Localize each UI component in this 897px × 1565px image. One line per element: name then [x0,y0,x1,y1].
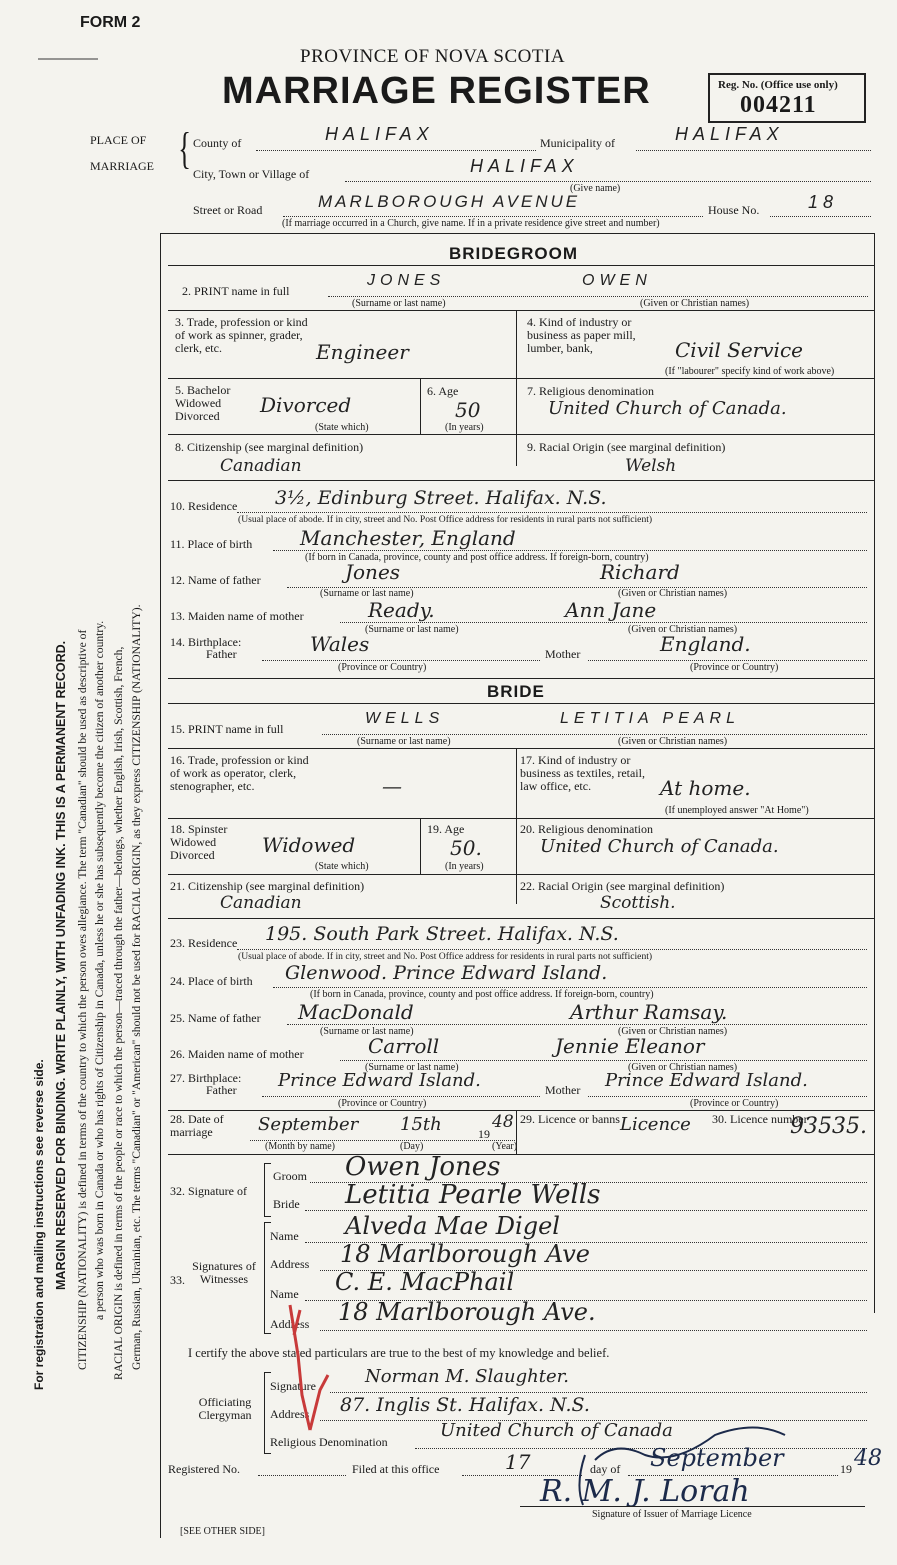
groom-residence: 3½, Edinburg Street. Halifax. N.S. [275,487,607,509]
birth-caption: (If born in Canada, province, county and post office address. If foreign-born, country) [305,552,649,563]
street-label: Street or Road [193,203,263,217]
f24-line [273,987,867,988]
bride-mother-birthplace: Prince Edward Island. [605,1070,808,1091]
clergy-sig-line [330,1392,867,1393]
clergy-address-label: Address [270,1407,310,1421]
f22-label: 22. Racial Origin (see marginal definition) [520,879,725,893]
filed-month: September [650,1444,784,1472]
marriage-month: September [258,1114,359,1135]
bride-birthplace: Glenwood. Prince Edward Island. [285,962,608,984]
f27-mother-line [588,1096,867,1097]
bride-father-surname: MacDonald [298,1000,414,1024]
year-caption: (Year) [492,1141,518,1152]
w2-address-label: Address [270,1317,310,1331]
bride-label: Bride [273,1197,300,1211]
groom-racial: Welsh [625,456,677,476]
f14-father-label: Father [206,647,237,661]
rule-br-1 [168,703,874,704]
w2-name-label: Name [270,1287,299,1301]
street-line [283,216,703,217]
clergy-signature-label: Signature [270,1379,316,1393]
groom-trade: Engineer [316,340,409,364]
f27-mother-label: Mother [545,1083,581,1097]
f33-label: 33. [170,1273,185,1287]
w1-address: 18 Marlborough Ave [340,1240,590,1268]
see-other-side: [SEE OTHER SIDE] [180,1526,265,1537]
w1-address-label: Address [270,1257,310,1271]
place-label-2: MARRIAGE [90,159,155,173]
surname-caption: (Surname or last name) [352,298,446,309]
bride-birth-caption: (If born in Canada, province, county and post office address. If foreign-born, country) [310,989,654,1000]
marriage-day: 15th [400,1114,442,1135]
rule-bg-2 [168,310,874,311]
col-div-date [516,1110,517,1154]
col-div-1 [516,310,517,466]
f2-line [328,296,868,297]
registered-label: Registered No. [168,1462,240,1476]
house-value: 18 [808,192,839,212]
rule-bg-4 [168,434,874,435]
licence-number: 93535. [790,1114,867,1139]
rule-bg-5 [168,480,874,481]
rule-br-5 [168,918,874,919]
f12-label: 12. Name of father [170,573,261,587]
bride-given: LETITIA PEARL [560,710,740,727]
f17-label: 17. Kind of industry or business as textiles, retail, law office, etc. [520,753,645,793]
reg-no-value: 004211 [740,92,817,118]
w2-address-line [320,1330,867,1331]
bride-years-caption: (In years) [445,861,484,872]
groom-father-surname: Jones [345,560,401,584]
sidebar-citizenship-1: CITIZENSHIP (NATIONALITY) is defined in terms of the country to which the person owes allegiance. The term "Canadian" should be used as descriptive of [76,629,89,1370]
city-label: City, Town or Village of [193,167,310,181]
groom-birthplace: Manchester, England [300,526,516,550]
rule-sig-top [168,1154,874,1155]
f30-text: 30. Licence number [712,1112,808,1126]
bride-status: Widowed [262,833,356,857]
bride-father-surname-caption: (Surname or last name) [320,1026,414,1037]
f26-label: 26. Maiden name of mother [170,1047,304,1061]
street-value: MARLBOROUGH AVENUE [318,192,581,211]
place-note: (If marriage occurred in a Church, give name. If in a private residence give street and number) [282,218,660,229]
groom-religion: United Church of Canada. [548,398,787,419]
f23-label: 23. Residence [170,936,238,950]
sidebar-instructions: For registration and mailing instructions see reverse side. [32,1059,46,1390]
month-caption: (Month by name) [265,1141,335,1152]
bride-mother-surname-caption: (Surname or last name) [365,1062,459,1073]
bridegroom-heading: BRIDEGROOM [449,244,578,263]
groom-citizenship: Canadian [220,456,302,476]
bride-racial: Scottish. [600,893,676,913]
groom-industry: Civil Service [675,338,803,362]
brace: { [178,124,191,173]
county-line [256,150,536,151]
residence-caption: (Usual place of abode. If in city, street and No. Post Office address for residents in rural parts not sufficient) [238,514,653,525]
page-title: MARRIAGE REGISTER [222,70,651,112]
groom-father-given: Richard [600,560,680,584]
bride-religion: United Church of Canada. [540,836,779,857]
f2-text: 2. PRINT name in full [182,284,290,298]
county-value: HALIFAX [325,124,434,144]
f26-line [340,1060,867,1061]
state-caption: (State which) [315,422,369,433]
labourer-caption: (If "labourer" specify kind of work above) [665,366,835,377]
frame-top [160,233,875,234]
give-name-caption: (Give name) [570,183,621,194]
w2-name: C. E. MacPhail [335,1268,515,1296]
col-div-age [420,378,421,434]
w1-name-label: Name [270,1229,299,1243]
bride-mother-surname: Carroll [368,1034,440,1058]
bride-signature: Letitia Pearle Wells [345,1180,601,1210]
f29-label: 29. Licence or banns [520,1112,620,1126]
sidebar-racial-2: German, Russian, Ukrainian, etc. The terms "Canadian" or "American" should not be used for RACIAL ORIGIN, as they express CITIZENSHIP (NATIONALITY). [130,604,143,1370]
years-caption: (In years) [445,422,484,433]
bride-father-birthplace: Prince Edward Island. [278,1070,481,1091]
reg-no-box [708,73,866,123]
groom-father-birthplace: Wales [310,632,370,656]
rule-bg-1 [168,265,874,266]
father-surname-caption: (Surname or last name) [320,588,414,599]
f16-label: 16. Trade, profession or kind of work as operator, clerk, stenographer, etc. [170,753,309,793]
marriage-year: 48 [492,1112,514,1132]
day-caption: (Day) [400,1141,424,1152]
rule-br-2 [168,748,874,749]
bride-citizenship: Canadian [220,893,302,913]
frame-right-border [874,233,875,1313]
groom-signature: Owen Jones [345,1152,501,1182]
clergy-denomination-label: Religious Denomination [270,1435,388,1449]
f13-label: 13. Maiden name of mother [170,609,304,623]
groom-label: Groom [273,1169,307,1183]
f3-label: 3. Trade, profession or kind of work as spinner, grader, clerk, etc. [175,315,308,355]
filed-year-prefix: 19 [840,1462,852,1476]
rule-date-top [168,1110,874,1111]
f21-label: 21. Citizenship (see marginal definition) [170,879,365,893]
sidebar-citizenship-2: a person who was born in Canada or who has rights of Citizenship in Canada, unless he or she has subsequently become the citizen of another country. [93,620,106,1320]
f5-label: 5. Bachelor Widowed Divorced [175,383,231,423]
municipality-label: Municipality of [540,136,615,150]
form-label: FORM 2 [80,14,141,31]
reg-no-label: Reg. No. (Office use only) [718,79,838,91]
f6-label: 6. Age [427,384,459,398]
col-div-2 [516,748,517,904]
w2-address: 18 Marlborough Ave. [338,1298,596,1326]
house-label: House No. [708,203,760,217]
city-line [345,181,871,182]
bride-given-caption: (Given or Christian names) [618,736,728,747]
f11-label: 11. Place of birth [170,537,253,551]
f27-father-line [262,1096,540,1097]
bride-father-given: Arthur Ramsay. [570,1000,728,1024]
sidebar-margin-note: MARGIN RESERVED FOR BINDING. WRITE PLAINLY, WITH UNFADING INK. THIS IS A PERMANENT RECORD. [54,640,68,1290]
groom-mother-surname: Ready. [368,598,435,622]
f14-mother-line [588,660,867,661]
province-heading: PROVINCE OF NOVA SCOTIA [300,46,566,67]
groom-mother-given: Ann Jane [565,598,657,622]
bride-surname-caption: (Surname or last name) [357,736,451,747]
groom-given: OWEN [582,272,652,289]
col-div-age-2 [420,818,421,874]
rule-bg-3 [168,378,874,379]
bride-age: 50. [450,836,482,860]
blue-pen-stroke [555,1415,805,1515]
county-label: County of [193,136,242,150]
bride-industry: At home. [660,776,751,800]
f25-label: 25. Name of father [170,1011,261,1025]
f18-label: 18. Spinster Widowed Divorced [170,822,228,862]
bride-surname: WELLS [365,710,445,727]
f24-label: 24. Place of birth [170,974,253,988]
father-given-caption: (Given or Christian names) [618,588,728,599]
f15-label: 15. PRINT name in full [170,722,284,736]
groom-surname: JONES [367,272,446,289]
house-line [770,216,871,217]
day-of-label: day of [590,1462,621,1476]
filed-year: 48 [854,1446,882,1471]
groom-mother-birthplace: England. [660,632,751,656]
f13-line [340,622,867,623]
mother-given-caption: (Given or Christian names) [628,624,738,635]
bride-mother-province-caption: (Province or Country) [690,1098,779,1109]
mother-province-caption: (Province or Country) [690,662,779,673]
clergy-denomination: United Church of Canada [440,1420,673,1441]
father-province-caption: (Province or Country) [338,662,427,673]
f2-label [182,285,289,298]
bride-father-given-caption: (Given or Christian names) [618,1026,728,1037]
registered-line [258,1475,346,1476]
f25-line [287,1024,867,1025]
f19-label: 19. Age [427,822,465,836]
frame-left-border [160,233,161,1538]
red-check-mark [280,1295,340,1435]
f4-label: 4. Kind of industry or business as paper mill, lumber, bank, [527,315,636,355]
municipality-line [636,150,871,151]
f7-label: 7. Religious denomination [527,384,654,398]
filed-label: Filed at this office [352,1462,440,1476]
issuer-signature: R. M. J. Lorah [540,1474,750,1509]
marriage-year-prefix: 19 [478,1127,490,1141]
unemployed-caption: (If unemployed answer "At Home") [665,805,809,816]
f27-father-label: Father [206,1083,237,1097]
certify-text: I certify the above stated particulars are true to the best of my knowledge and belief. [188,1346,610,1360]
f32-label: 32. Signature of [170,1184,247,1198]
bride-father-province-caption: (Province or Country) [338,1098,427,1109]
f20-label: 20. Religious denomination [520,822,653,836]
f9-label: 9. Racial Origin (see marginal definition) [527,440,726,454]
place-label-1: PLACE OF [90,133,147,147]
bride-heading: BRIDE [487,682,545,701]
bride-residence: 195. South Park Street. Halifax. N.S. [265,923,619,945]
f27-label: 27. Birthplace: [170,1071,242,1085]
f14-mother-label: Mother [545,647,581,661]
w1-name: Alveda Mae Digel [345,1212,560,1240]
f28-label: 28. Date of marriage [170,1112,224,1139]
city-value: HALIFAX [470,156,579,176]
clergy-signature: Norman M. Slaughter. [365,1366,569,1387]
filed-day: 17 [505,1450,531,1474]
bride-mother-given-caption: (Given or Christian names) [628,1062,738,1073]
given-caption: (Given or Christian names) [640,298,750,309]
f14-label: 14. Birthplace: [170,635,242,649]
f15-line [322,734,867,735]
sig-bracket-1 [264,1163,271,1217]
mother-surname-caption: (Surname or last name) [365,624,459,635]
rule-br-3 [168,818,874,819]
clergyman-label: Officiating Clergyman [198,1395,252,1422]
bride-residence-caption: (Usual place of abode. If in city, street and No. Post Office address for residents in rural parts not sufficient) [238,951,653,962]
f8-label: 8. Citizenship (see marginal definition) [175,440,364,454]
f23-line [237,949,867,950]
f14-father-line [262,660,540,661]
clergy-address: 87. Inglis St. Halifax. N.S. [340,1394,590,1416]
f10-label: 10. Residence [170,499,238,513]
groom-age: 50 [455,398,481,422]
f11-line [273,550,867,551]
smudge-mark [38,58,98,60]
bride-state-caption: (State which) [315,861,369,872]
banns-value: Licence [620,1114,691,1135]
issuer-label: Signature of Issuer of Marriage Licence [592,1509,752,1520]
groom-status: Divorced [260,393,352,417]
f10-line [237,512,867,513]
witnesses-label: Signatures of Witnesses [192,1259,256,1286]
bride-sig-line [305,1210,867,1211]
bride-trade: — [382,774,402,798]
sidebar-racial-1: RACIAL ORIGIN is defined in terms of the people or race to which the person—traced through the father—belongs, whether English, Irish, Scottish, French, [112,646,125,1380]
rule-br-4 [168,874,874,875]
rule-bride-top [168,678,874,679]
municipality-value: HALIFAX [675,124,784,144]
bride-mother-given: Jennie Eleanor [555,1034,705,1058]
